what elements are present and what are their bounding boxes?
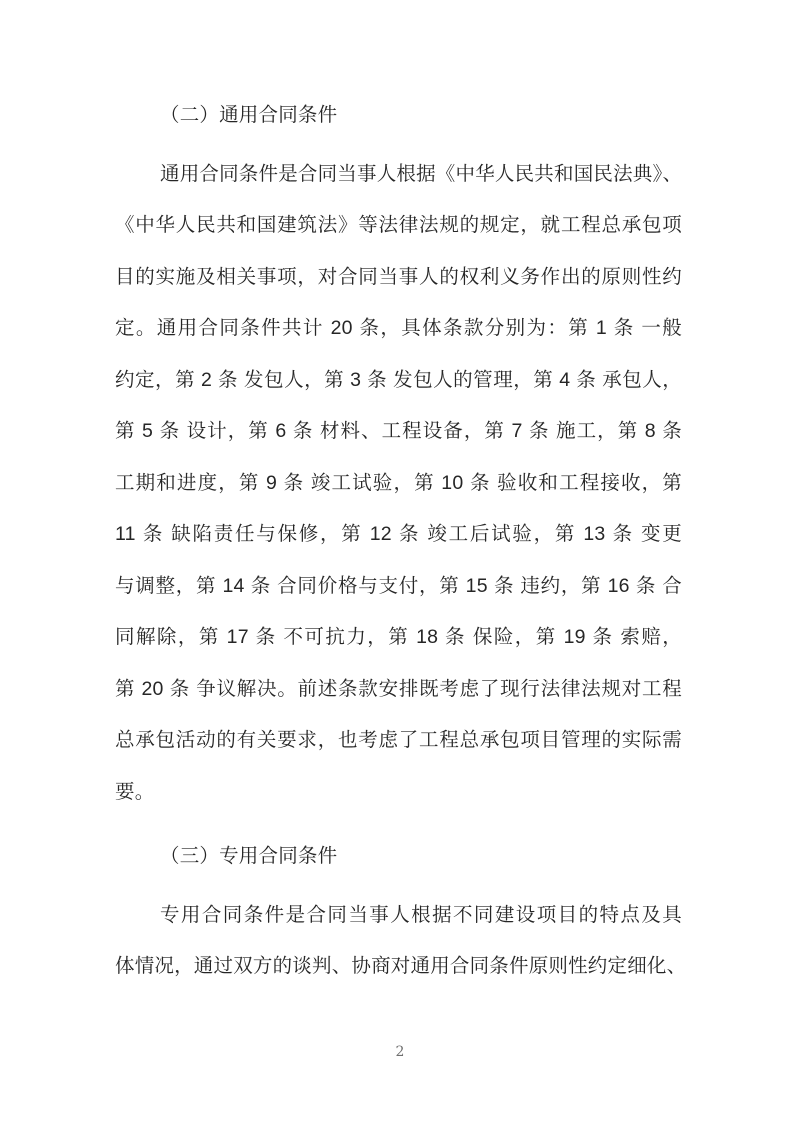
body-line: 专用合同条件是合同当事人根据不同建设项目的特点及具 bbox=[160, 903, 682, 926]
body-line: 体情况，通过双方的谈判、协商对通用合同条件原则性约定细化、 bbox=[115, 955, 687, 977]
body-line: 同解除，第 17 条 不可抗力，第 18 条 保险，第 19 条 索赔， bbox=[115, 626, 682, 648]
body-line: 约定，第 2 条 发包人，第 3 条 发包人的管理，第 4 条 承包人， bbox=[115, 368, 682, 391]
body-line: 11 条 缺陷责任与保修，第 12 条 竣工后试验，第 13 条 变更 bbox=[115, 523, 682, 545]
body-line: 定。通用合同条件共计 20 条，具体条款分别为：第 1 条 一般 bbox=[115, 317, 682, 339]
body-line: 第 5 条 设计，第 6 条 材料、工程设备，第 7 条 施工，第 8 条 bbox=[115, 420, 682, 442]
body-line: 《中华人民共和国建筑法》等法律法规的规定，就工程总承包项 bbox=[115, 214, 682, 236]
body-line: 通用合同条件是合同当事人根据《中华人民共和国民法典》、 bbox=[160, 162, 683, 185]
body-line: 工期和进度，第 9 条 竣工试验，第 10 条 验收和工程接收，第 bbox=[115, 471, 682, 494]
body-line: 目的实施及相关事项，对合同当事人的权利义务作出的原则性约 bbox=[115, 265, 682, 288]
section-heading-3: （三）专用合同条件 bbox=[160, 845, 338, 867]
body-line: 与调整，第 14 条 合同价格与支付，第 15 条 违约，第 16 条 合 bbox=[115, 574, 682, 597]
body-line: 要。 bbox=[115, 780, 155, 803]
body-line: 第 20 条 争议解决。前述条款安排既考虑了现行法律法规对工程 bbox=[115, 677, 682, 700]
page-number: 2 bbox=[395, 1044, 405, 1060]
section-heading-2: （二）通用合同条件 bbox=[160, 104, 338, 126]
document-text-flow bbox=[115, 0, 687, 993]
body-line: 总承包活动的有关要求，也考虑了工程总承包项目管理的实际需 bbox=[115, 729, 682, 751]
